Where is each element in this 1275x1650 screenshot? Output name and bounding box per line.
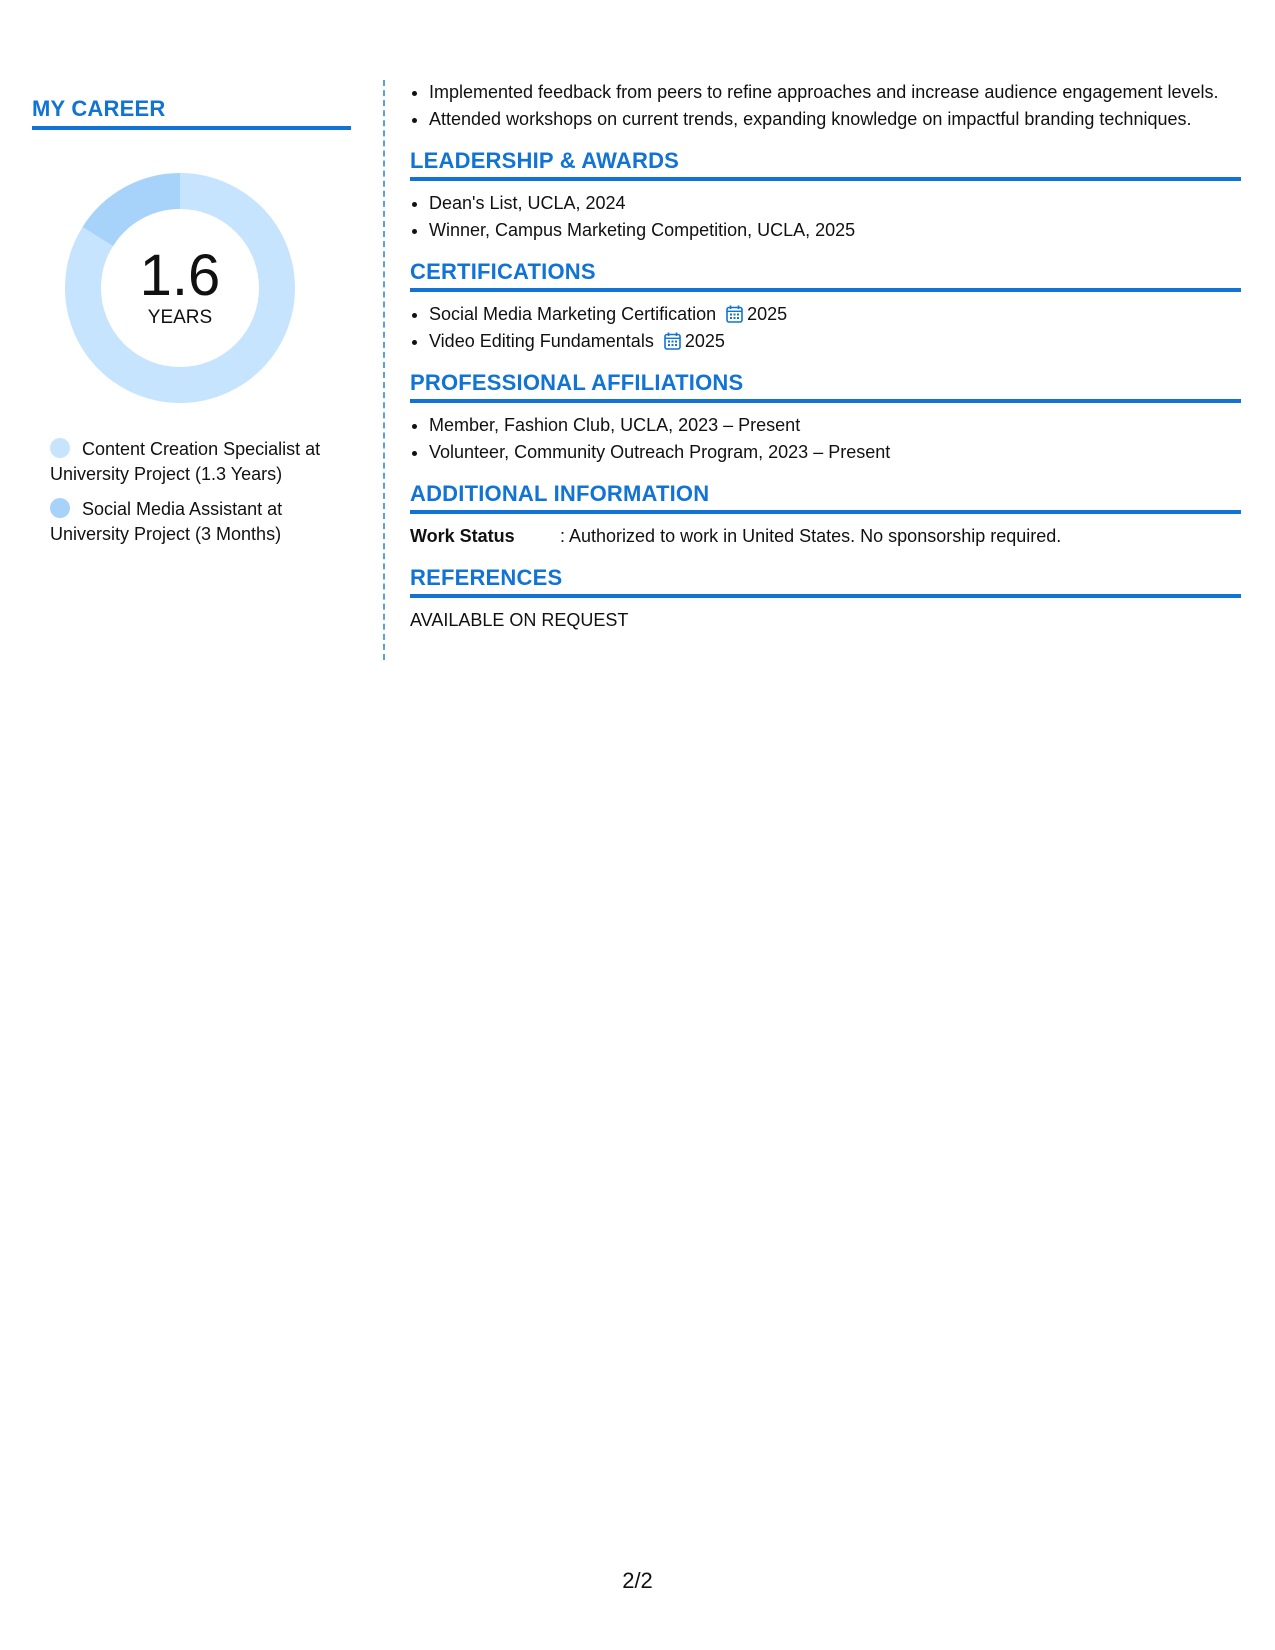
donut-center bbox=[65, 173, 295, 403]
experience-bullets bbox=[410, 80, 1241, 132]
certification-year: 2025 bbox=[684, 331, 725, 351]
legend-label: Content Creation Specialist at University Project (1.3 Years) bbox=[50, 439, 321, 484]
calendar-icon bbox=[664, 332, 681, 350]
calendar-icon bbox=[726, 305, 743, 323]
career-donut-chart bbox=[65, 173, 295, 403]
work-status-label: Work Status bbox=[410, 526, 515, 546]
list-item: • Winner, Campus Marketing Competition, UCLA, 2025 bbox=[429, 218, 1241, 243]
list-item: • Dean's List, UCLA, 2024 bbox=[429, 191, 1241, 216]
legend-item-social-media bbox=[50, 497, 330, 547]
page-number: 2/2 bbox=[622, 1568, 653, 1593]
legend-item-content-creation bbox=[50, 437, 330, 487]
references-heading: REFERENCES bbox=[410, 565, 1241, 598]
list-item: • Attended workshops on current trends, expanding knowledge on impactful branding techniques. bbox=[429, 107, 1241, 132]
leadership-list bbox=[410, 191, 1241, 243]
list-item bbox=[429, 329, 1241, 354]
list-item: • Member, Fashion Club, UCLA, 2023 – Present bbox=[429, 413, 1241, 438]
certifications-heading: CERTIFICATIONS bbox=[410, 259, 1241, 292]
affiliations-heading: PROFESSIONAL AFFILIATIONS bbox=[410, 370, 1241, 403]
career-legend bbox=[50, 437, 330, 547]
references-text: AVAILABLE ON REQUEST bbox=[410, 610, 629, 630]
column-divider bbox=[383, 80, 385, 660]
legend-label: Social Media Assistant at University Project (3 Months) bbox=[50, 499, 283, 544]
affiliations-list bbox=[410, 413, 1241, 465]
career-panel bbox=[32, 96, 351, 557]
list-item bbox=[429, 302, 1241, 327]
certifications-list bbox=[410, 302, 1241, 354]
work-status-row bbox=[410, 524, 1241, 549]
additional-info-heading: ADDITIONAL INFORMATION bbox=[410, 481, 1241, 514]
career-total-years: 1.6 bbox=[139, 243, 221, 308]
certification-name: Video Editing Fundamentals bbox=[429, 331, 654, 351]
work-status-value: : Authorized to work in United States. No sponsorship required. bbox=[560, 526, 1062, 546]
main-content bbox=[410, 80, 1241, 633]
career-heading: MY CAREER bbox=[32, 96, 351, 130]
legend-dot bbox=[50, 498, 70, 518]
legend-dot bbox=[50, 438, 70, 458]
certification-name: Social Media Marketing Certification bbox=[429, 304, 717, 324]
list-item: • Volunteer, Community Outreach Program, 2023 – Present bbox=[429, 440, 1241, 465]
career-years-unit: YEARS bbox=[147, 307, 213, 328]
certification-year: 2025 bbox=[747, 304, 788, 324]
leadership-heading: LEADERSHIP & AWARDS bbox=[410, 148, 1241, 181]
list-item: • Implemented feedback from peers to refine approaches and increase audience engagement levels. bbox=[429, 80, 1241, 105]
